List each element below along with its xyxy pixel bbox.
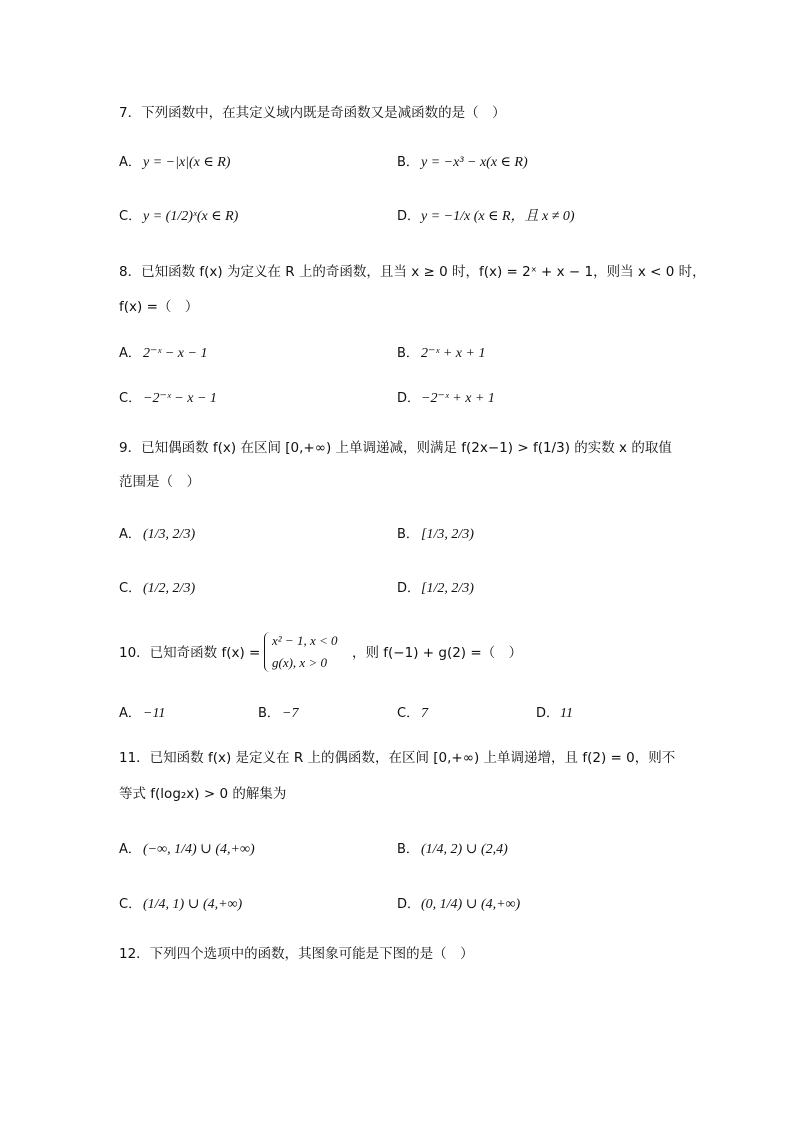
question-10-option-a[interactable]: [119, 703, 165, 724]
option-label: A．: [119, 842, 141, 857]
option-text: −2⁻ˣ + x + 1: [421, 391, 495, 406]
option-text: (0, 1/4) ∪ (4,+∞): [421, 897, 521, 912]
option-text: 11: [560, 706, 573, 721]
option-text: y = (1/2)ˣ(x ∈ R): [143, 209, 239, 224]
question-10-option-b[interactable]: [258, 703, 298, 724]
option-text: y = −1/x (x ∈ R，且 x ≠ 0): [421, 209, 575, 224]
question-9-stem-line-1: 9．已知偶函数 f(x) 在区间 [0,+∞) 上单调递减，则满足 f(2x−1) > f(1/3) 的实数 x 的取值: [119, 440, 672, 456]
question-12-stem: 12．下列四个选项中的函数，其图象可能是下图的是（ ）: [119, 946, 474, 962]
option-text: [1/2, 2/3): [421, 581, 474, 596]
option-label: D．: [397, 209, 421, 224]
question-7-option-a[interactable]: [119, 152, 230, 173]
option-label: C．: [119, 391, 142, 406]
question-9-option-b[interactable]: [397, 524, 474, 545]
question-9-stem-line-2: 范围是（ ）: [119, 474, 200, 490]
option-text: 2⁻ˣ − x − 1: [143, 346, 208, 361]
question-7-option-c[interactable]: [119, 206, 238, 227]
question-10-option-d[interactable]: [536, 703, 573, 724]
option-label: A．: [119, 346, 141, 361]
option-label: C．: [397, 706, 420, 721]
option-text: (1/3, 2/3): [143, 527, 196, 542]
question-8-option-a[interactable]: [119, 343, 207, 364]
piecewise-case-2: g(x), x > 0: [272, 655, 327, 670]
question-10-stem-prefix: 10．已知奇函数 f(x) =: [119, 645, 261, 661]
question-8-stem-line-1: 8．已知函数 f(x) 为定义在 R 上的奇函数，且当 x ≥ 0 时，f(x) = 2ˣ + x − 1，则当 x < 0 时，: [119, 264, 706, 280]
question-7-option-b[interactable]: [397, 152, 528, 173]
question-8-option-d[interactable]: [397, 388, 495, 409]
question-8-option-b[interactable]: [397, 343, 485, 364]
option-label: C．: [119, 581, 142, 596]
option-label: B．: [397, 155, 419, 170]
option-text: −2⁻ˣ − x − 1: [143, 391, 217, 406]
option-text: (1/4, 2) ∪ (2,4): [421, 842, 508, 857]
question-10-option-c[interactable]: [397, 703, 428, 724]
option-label: D．: [397, 897, 421, 912]
question-9-option-c[interactable]: [119, 578, 195, 599]
piecewise-case-1: x² − 1, x < 0: [272, 633, 338, 648]
option-text: y = −x³ − x(x ∈ R): [421, 155, 528, 170]
option-text: y = −|x|(x ∈ R): [143, 155, 231, 170]
question-11-stem-line-1: 11．已知函数 f(x) 是定义在 R 上的偶函数，在区间 [0,+∞) 上单调递增，且 f(2) = 0，则不: [119, 750, 676, 766]
option-label: A．: [119, 155, 141, 170]
question-9-option-d[interactable]: [397, 578, 474, 599]
option-text: 2⁻ˣ + x + 1: [421, 346, 486, 361]
option-text: [1/3, 2/3): [421, 527, 474, 542]
option-label: D．: [397, 391, 421, 406]
option-text: (1/4, 1) ∪ (4,+∞): [143, 897, 243, 912]
question-11-option-d[interactable]: [397, 894, 520, 915]
option-text: −11: [143, 706, 166, 721]
question-9-option-a[interactable]: [119, 524, 195, 545]
question-11-stem-line-2: 等式 f(log₂x) > 0 的解集为: [119, 786, 287, 802]
option-label: D．: [397, 581, 421, 596]
option-label: B．: [397, 527, 419, 542]
option-label: C．: [119, 209, 142, 224]
question-11-option-a[interactable]: [119, 839, 255, 860]
question-7-stem: 7．下列函数中，在其定义域内既是奇函数又是减函数的是（ ）: [119, 105, 506, 121]
option-text: (−∞, 1/4) ∪ (4,+∞): [143, 842, 255, 857]
option-text: (1/2, 2/3): [143, 581, 196, 596]
option-label: A．: [119, 706, 141, 721]
option-text: 7: [421, 706, 428, 721]
question-8-option-c[interactable]: [119, 388, 217, 409]
option-label: C．: [119, 897, 142, 912]
option-text: −7: [282, 706, 299, 721]
option-label: A．: [119, 527, 141, 542]
question-11-option-b[interactable]: [397, 839, 508, 860]
question-10-stem-suffix: ，则 f(−1) + g(2) =（ ）: [352, 645, 523, 661]
option-label: B．: [397, 842, 419, 857]
option-label: D．: [536, 706, 560, 721]
option-label: B．: [397, 346, 419, 361]
question-11-option-c[interactable]: [119, 894, 242, 915]
question-8-stem-line-2: f(x) =（ ）: [119, 299, 199, 315]
option-label: B．: [258, 706, 280, 721]
question-7-option-d[interactable]: [397, 206, 575, 227]
